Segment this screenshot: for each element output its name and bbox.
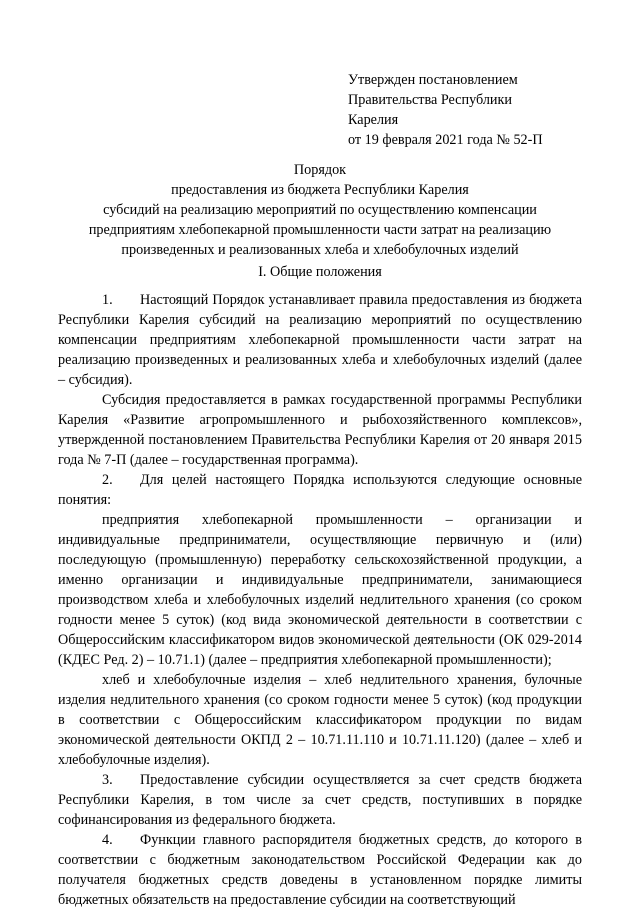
paragraph-number: 3. [102,772,113,788]
paragraph [58,770,582,830]
title-line-3: субсидий на реализацию мероприятий по осуществлению компенсации [103,202,537,218]
paragraph [58,670,582,770]
document-title [40,160,600,260]
approval-line-1: Утвержден постановлением [348,72,518,88]
approval-line-2: Правительства Республики [348,92,513,108]
paragraph [58,390,582,470]
paragraph-text: предприятия хлебопекарной промышленности – организации и индивидуальные предприниматели, осуществляющие первичную и (или) последующую (промышленную) переработку сельскохозяйственной продукции, а именно организации и индивидуальные предприниматели, занимающиеся производством хлеба и хлебобулочных изделий недлительного хранения (со сроком годности менее 5 суток) (код вида экономической деятельности в соответствии с Общероссийским классификатором видов экономической деятельности (ОК 029-2014 (КДЕС Ред. 2) – 10.71.1) (далее – предприятия хлебопекарной промышленности); [58,512,582,668]
title-line-5: произведенных и реализованных хлеба и хлебобулочных изделий [121,242,519,258]
paragraph [58,830,582,910]
title-line-1: Порядок [293,162,347,178]
paragraph [58,470,582,510]
title-line-2: предоставления из бюджета Республики Карелия [171,182,469,198]
approval-line-4: от 19 февраля 2021 года № 52-П [348,132,543,148]
paragraph-text: Настоящий Порядок устанавливает правила предоставления из бюджета Республики Карелия субсидий на реализацию мероприятий по осуществлению компенсации предприятиям хлебопекарной промышленности части затрат на реализацию произведенных и реализованных хлеба и хлебобулочных изделий (далее – субсидия). [58,292,582,388]
title-line-4: предприятиям хлебопекарной промышленности части затрат на реализацию [88,222,552,238]
approval-line-3: Карелия [348,112,399,128]
paragraph [58,290,582,390]
approval-stamp [348,70,608,150]
paragraph-text: Функции главного распорядителя бюджетных средств, до которого в соответствии с бюджетным законодательством Российской Федерации как до получателя бюджетных средств доведены в установленном порядке лимиты бюджетных обязательств на предоставление субсидии на соответствующий [58,832,582,908]
paragraph-number: 2. [102,472,113,488]
paragraph-text: Субсидия предоставляется в рамках государственной программы Республики Карелия «Развитие агропромышленного и рыбохозяйственного комплексов», утвержденной постановлением Правительства Республики Карелия от 20 января 2015 года № 7-П (далее – государственная программа). [58,392,582,468]
paragraph-text: хлеб и хлебобулочные изделия – хлеб недлительного хранения, булочные изделия недлительного хранения (со сроком годности менее 5 суток) (код продукции в соответствии с Общероссийским классификатором продукции по видам экономической деятельности ОКПД 2 – 10.71.11.110 и 10.71.11.120) (далее – хлеб и хлебобулочные изделия). [58,672,582,768]
document-body [58,290,582,910]
section-heading: I. Общие положения [258,264,382,280]
paragraph-number: 1. [102,292,113,308]
paragraph-number: 4. [102,832,113,848]
paragraph-text: Для целей настоящего Порядка используются следующие основные понятия: [58,472,582,508]
paragraph-text: Предоставление субсидии осуществляется за счет средств бюджета Республики Карелия, в том числе за счет средств, поступивших в порядке софинансирования из федерального бюджета. [58,772,582,828]
paragraph [58,510,582,670]
